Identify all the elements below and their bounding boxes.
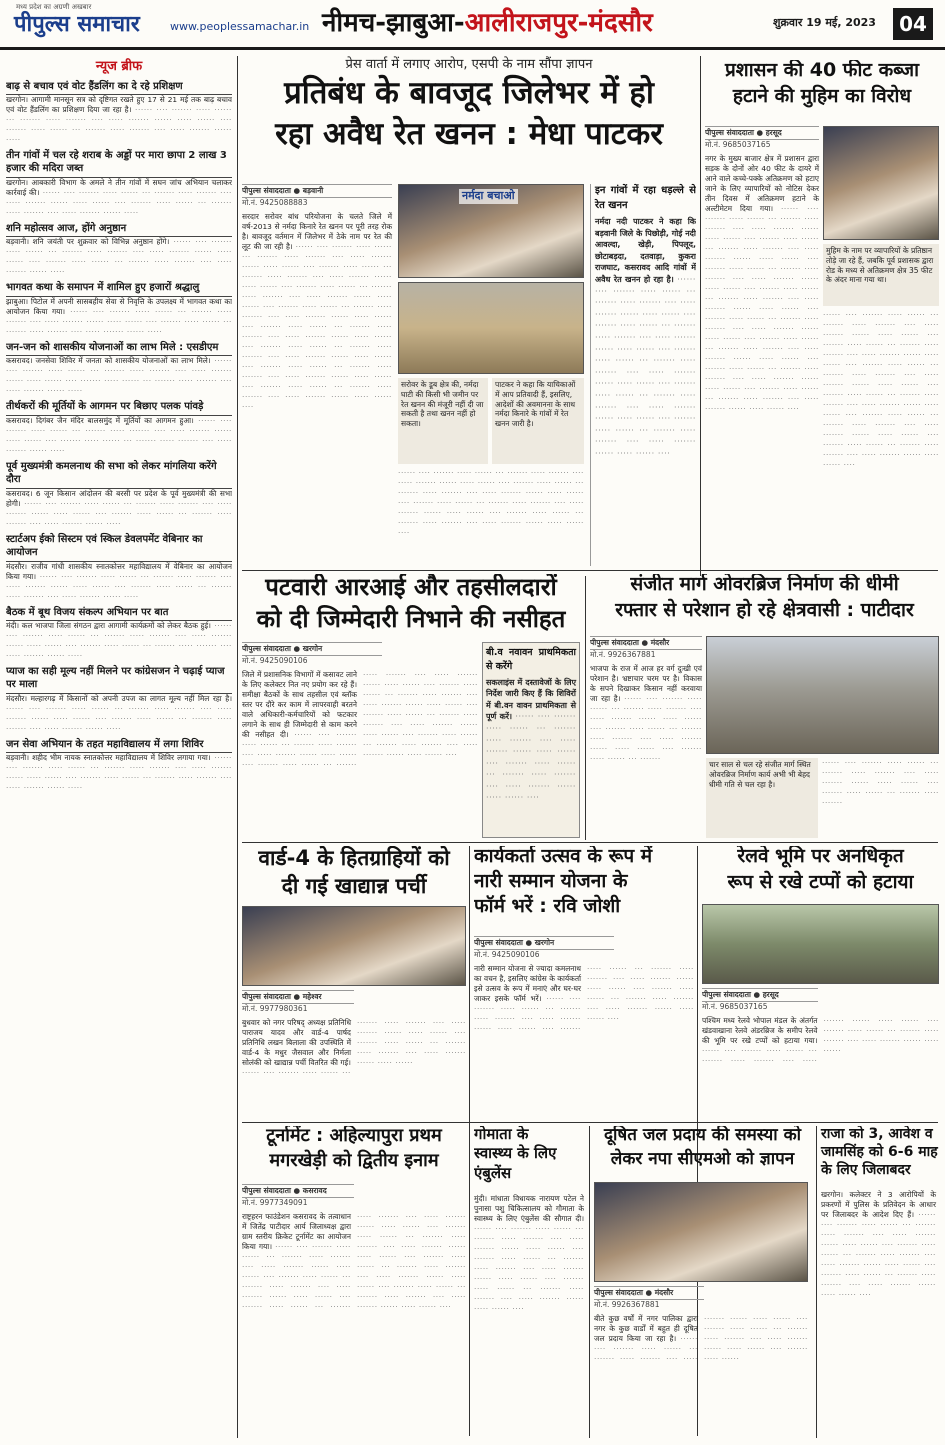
filler-text: ······ ···· ······· ····· ······ ··· ······· ····· ······· ···· ····· ······· ······ ····· ······ ···· ······· ····· ······ ··· ······· ····· ······· ···· ····· ······· ······ ····· ······ ···· ······· ····· ······ ··· ······· ····· ······· ···· ····· ······· ······ ····· ······ ···· ······· ····· ······ ··· ······· ····· ······· ···· ····· ······· ······ ····· ······ ···· ······· ····· ······ ··· ······· ····· ······· ···· ····· ······· ······ ····· ······ ···· <box>595 274 696 458</box>
story-6-body <box>702 1016 939 1118</box>
story-5-body-text: नारी सम्मान योजना से ज्यादा कमलनाथ का वचन है, इसलिए कांग्रेस के कार्यकर्ता इसे उत्सव के रूप में मनाएं और घर-घर जाकर इसके फॉर्म भरें। <box>474 964 581 1003</box>
story-3-body-text: भाजपा के राज में आज हर वर्ग दुःखी एवं परेशान है। भ्रष्टाचार चरम पर है। विकास के सपने दिखाकर किसान नहीं करवाया जा रहा है। <box>590 664 702 703</box>
story-2-body <box>242 670 478 838</box>
story-10-headline-1: दूषित जल प्रदाय की समस्या को <box>603 1126 802 1145</box>
brief-item-text: कसरावद। दिगंबर जैन मंदिर बालसमुंद में मूर्तियों का आगमन हुआ। <box>6 415 194 425</box>
brief-item-body <box>6 95 232 145</box>
filler-text: ······ ···· ······· ····· ······ ··· ······· ····· ······· ···· ····· ······· ······ ····· ······ ···· ······· ····· ······ ··· ······· ····· ······· ···· ····· ······· ······ ····· <box>6 415 232 455</box>
story-encroachment-protest <box>705 60 939 568</box>
lead-caption-1: सरोवर के डूब क्षेत्र की, नर्मदा घाटी की किसी भी जमीन पर रेत खनन की मंजूरी नहीं दी जा सकती है तथा खनन नहीं हो सकता। <box>398 378 488 464</box>
brief-item-headline: पूर्व मुख्यमंत्री कमलनाथ की सभा को लेकर मांगलिया करेंगे दौरा <box>6 460 232 489</box>
filler-text: ······ ···· ······· ····· ······ ··· ······· ····· ······· ···· ····· ······· ······ ····· ······ ···· ······· ····· ······ ··· ······· ····· ······· ···· ····· ······· ······ ····· <box>6 356 232 396</box>
filler-text: ······ ···· ······· ····· ······ ··· ······· ····· ······· ···· ····· ······· ······ ····· ······ ···· ······· ····· ······ ··· ······· ····· ······· ···· ····· ······· ······ ····· <box>6 703 232 733</box>
story-7-photo <box>823 126 939 240</box>
story-7-body-text: नगर के मुख्य बाजार क्षेत्र में प्रशासन द्वारा सड़क के दोनों ओर 40 फीट के दायरे में आने वाले कच्चे-पक्के अतिक्रमण को हटाए जाने के लिए व्यापारियों को नोटिस देकर तीन दिवस में अतिक्रमण हटाने के अल्टीमेटम दिया गया। <box>705 154 819 213</box>
brief-item-headline: जन-जन को शासकीय योजनाओं का लाभ मिले : एसडीएम <box>6 341 232 357</box>
story-2-sidebox-head: बी.व नवावन प्राथमिकता से करेंगे <box>486 647 576 672</box>
filler-text: ······ ···· ······· ····· ······ ··· ······· ····· ······· ···· ····· ······· ······ ····· ······ ···· ······· ····· ······ ··· ······· ····· ······· ···· ····· ······· ······ ····· ······ ···· ······· ····· ······ ··· ······· ····· ······· ···· ····· ······· ······ ····· ······ ···· <box>821 1209 936 1299</box>
story-2-byline: पीपुल्स संवाददाता ● खरगोन <box>242 642 382 656</box>
story-10-byline-block <box>594 1286 704 1310</box>
section-rule <box>242 570 938 571</box>
brief-item-text: कसरावद। 6 जून किसान आंदोलन की बरसी पर प्रदेश के पूर्व मुख्यमंत्री की सभा होगी। <box>6 488 232 508</box>
lead-story <box>242 56 696 568</box>
news-brief-title: न्यूज ब्रीफ <box>95 59 143 74</box>
story-3-photo-construction <box>706 636 939 754</box>
story-5-headline-2: नारी सम्मान योजना के <box>474 869 628 892</box>
story-district-exile <box>816 1126 939 1438</box>
brief-item-body <box>6 621 232 661</box>
story-8-mobile: मो.नं. 9977349091 <box>242 1198 308 1208</box>
filler-text: ······ ···· ······· ····· ······ ··· ······· ····· ······· ···· ····· ······· ······ ····· ······ ···· ······· ····· ······ ··· ······· ····· ······· <box>822 758 939 807</box>
story-9-body <box>474 1194 584 1436</box>
brief-item-text: मंदसौर। मल्हारगढ़ में किसानों को अपनी उपज का लागत मूल्य नहीं मिल रहा है। <box>6 693 232 703</box>
website-url[interactable]: www.peoplessamachar.in <box>170 20 310 33</box>
filler-text: ······ ···· ······· ····· ······ ··· ······· ····· ······· ···· ····· ······· ······ ····· ······ ···· ······· ····· ······ ··· ······· ····· ······· ···· ····· ······· ······ ····· ······ ···· ······· ····· ······ ··· ······· ····· ······· ···· ····· ······· ······ ····· ······ ···· <box>474 964 694 1033</box>
story-patwari-advice <box>242 574 580 840</box>
page-number: 04 <box>893 8 933 40</box>
filler-text: ······ ···· ······· ····· ······ ··· ······· ····· ······· ···· ····· ······· ······ ····· ······ ···· ······· ····· ······ ··· ······· ····· ······· ···· ····· ······· ······ ····· <box>6 105 232 144</box>
lead-sidebox <box>590 184 696 566</box>
logo-tagline: मध्य प्रदेश का अग्रणी अखबार <box>16 3 92 11</box>
edition-title-red: आलीराजपुर-मंदसौर <box>464 8 653 38</box>
brief-item-body <box>6 237 232 277</box>
masthead <box>0 0 945 50</box>
filler-text: ······ ···· ······· ····· ······ ··· ······· ····· ······· ···· ····· ······· ······ ····· ······ ···· ······· ····· ······ ··· ······· ····· ······· ···· ····· ······· ······ ····· ······ ···· ······· ····· ······ ··· ······· ····· ······· ···· ····· ······· ······ ····· ······ ···· ······· ····· ······ ··· ······· ····· ······· ···· ····· ······· ······ ····· ······ ···· ······· ····· ······ ··· ······· ····· ······· ···· ····· ······· ······ ····· ······ ···· ······· ····· ······ ··· ······· ····· ······· ···· ····· ······· ······ ····· ······ ···· ······· ····· ······ ··· ······· ····· ······· ···· ····· ······· ······ ····· ······ ···· ······· ····· ······ ··· ······· ····· ······· ···· ····· ······· ······ ····· ······ ···· <box>705 203 819 413</box>
lead-caption-2: पाटकर ने कहा कि याचिकाओं में आप प्रतिवादी हैं, इसलिए, आदेशों की अवमानना के साथ नर्मदा किनारे के गांवों में रेत खनन जारी है। <box>492 378 584 464</box>
story-5-byline-block <box>474 936 614 960</box>
lead-byline-block <box>242 184 392 208</box>
story-2-sidebox <box>482 642 580 838</box>
brief-item-body <box>6 356 232 396</box>
lead-headline-line-1: प्रतिबंध के बावजूद जिलेभर में हो <box>284 74 654 111</box>
brief-item-headline: जन सेवा अभियान के तहत महाविद्यालय में लगा शिविर <box>6 738 232 754</box>
filler-text: ······ ···· ······· ····· ······ ··· ······· ····· ······· ···· ····· ······· ······ ····· ······ ···· ······· ····· ······ ··· ······· ····· ······· ···· ····· ······· ······ ····· <box>6 571 232 601</box>
story-11-headline-2: जामसिंह को 6-6 माह <box>821 1144 938 1161</box>
story-6-headline-1: रेलवे भूमि पर अनधिकृत <box>737 846 904 867</box>
story-2-headline-1: पटवारी आरआई और तहसीलदारों <box>265 574 557 601</box>
edition-title-black: नीमच-झाबुआ- <box>322 8 465 38</box>
story-7-body <box>705 154 819 566</box>
lead-photo-press-conference <box>398 184 584 278</box>
story-7-byline-block <box>705 126 819 150</box>
story-9-headline-3: एंबुलेंस <box>474 1163 512 1182</box>
filler-text: ······ ···· ······· ····· ······ ··· ······· ····· ······· ···· ····· ······· ······ ····· ······ ···· ······· ····· ······ ··· ······· ····· ······· ···· ····· ······· ······ ····· ······ ···· ······· ····· ······ ··· ······· ····· ······· ···· ····· ······· ······ ····· ······ ···· ······· ····· ······ ··· ······· ····· ······· ···· ····· ······· ······ ····· ······ ···· ······· ····· ······ ··· ······· ····· ······· ···· ····· ······· ······ ····· ······ ···· ······· ····· ······ ··· ······· ····· ······· ···· ····· ······· ······ ····· ······ ···· <box>823 310 939 469</box>
lead-mobile: मो.नं. 9425088883 <box>242 198 308 208</box>
story-dirty-water <box>589 1126 811 1438</box>
brief-item-body <box>6 694 232 734</box>
brief-item-headline: शनि महोत्सव आज, होंगे अनुष्ठान <box>6 222 232 238</box>
filler-text: ······ ···· ······· ····· ······ ··· ······· ····· ······· ···· ····· ······· ······ ····· ······ ···· ······· ····· ······ ··· ······· ····· ······· ···· ····· ······· ······ ····· <box>6 187 232 217</box>
story-10-mobile: मो.नं. 9926367881 <box>594 1300 660 1310</box>
lead-kicker: प्रेस वार्ता में लगाए आरोप, एसपी के नाम सौंपा ज्ञापन <box>345 57 593 72</box>
story-7-mobile: मो.नं. 9685037165 <box>705 140 771 150</box>
story-7-caption: मुहिम के नाम पर व्यापारियों के प्रतिष्ठान तोड़े जा रहे हैं, जबकि पूर्व प्रशासक द्वारा रोड के मध्य से अतिक्रमण क्षेत्र 35 फीट के अंदर माना गया था। <box>823 244 939 306</box>
story-4-headline-2: दी गई खाद्यान्न पर्ची <box>281 874 427 899</box>
lead-byline: पीपुल्स संवाददाता ● बड़वानी <box>242 184 392 198</box>
story-11-headline-3: के लिए जिलाबदर <box>821 1162 911 1179</box>
story-7-body-col-2 <box>823 310 939 566</box>
brief-item-text: मंदसौर। राजीव गांधी शासकीय स्नातकोत्तर महाविद्यालय में वेबिनार का आयोजन किया गया। <box>6 561 232 581</box>
filler-text: ······ ···· ······· ····· ······ ··· ······· ····· ······· ···· ····· ······· ······ ····· ······ ···· ······· ····· ······ ··· ······· ····· ······· ···· ····· ······· ······ ····· ······ <box>242 1018 466 1077</box>
story-8-byline-block <box>242 1184 354 1208</box>
column-rule <box>585 576 586 840</box>
filler-text: ······ ···· ······· ····· ······ ··· ······· ····· ······· ···· ····· ······· ······ ····· ······ ···· ······· ····· ······ ··· ······· ····· ······· ···· ····· ······· ······ ····· ······ ···· ······· ····· ······ ··· ······· ····· ······· ···· ····· ······· ······ ····· ······ ···· ······· ····· ······ ··· ······· ····· ······· ···· ····· ······· ······ ····· ······ ···· <box>398 468 584 537</box>
section-rule <box>242 1122 938 1123</box>
story-tournament <box>242 1126 466 1438</box>
story-8-headline-1: टूर्नामेंट : अहिल्यापुरा प्रथम <box>266 1126 442 1146</box>
story-6-byline-block <box>702 988 818 1012</box>
brief-item-text: खरगोन। आबकारी विभाग के अमले ने तीन गांवों में सघन जांच अभियान चलाकर कार्रवाई की। <box>6 177 232 197</box>
story-10-byline: पीपुल्स संवाददाता ● मंदसौर <box>594 1286 704 1300</box>
filler-text: ······ ···· ······· ····· ······ ··· ······· ····· ······· ···· ····· ······· ······ ····· ······ ···· ······· ····· ······ ··· ······· ····· ······· ···· ····· ······· ······ ····· <box>6 498 232 528</box>
brief-item-text: कसरावद। जनसेवा शिविर में जनता को शासकीय योजनाओं का लाभ मिले। <box>6 356 211 366</box>
story-4-mobile: मो.नं. 9977980361 <box>242 1004 308 1014</box>
brief-item-headline: तीर्थकरों की मूर्तियों के आगमन पर बिछाए पलक पांवड़े <box>6 400 232 416</box>
brief-item-headline: तीन गांवों में चल रहे शराब के अड्डों पर मारा छापा 2 लाख 3 हजार की मदिरा जब्त <box>6 149 232 178</box>
story-3-byline: पीपुल्स संवाददाता ● मंदसौर <box>590 636 702 650</box>
story-6-headline-2: रूप से रखे टप्पों को हटाया <box>727 870 914 893</box>
brief-item-body <box>6 489 232 529</box>
story-10-headline-2: लेकर नपा सीएमओ को ज्ञापन <box>610 1148 795 1169</box>
story-6-byline: पीपुल्स संवाददाता ● हरसूद <box>702 988 818 1002</box>
filler-text: ······ ···· ······· ····· ······ ··· ······· ····· ······· ···· ····· ······· ······ ····· ······ ···· ······· ····· ······ ··· ······· ····· ······· ···· ····· ······· ······ ····· ······ ···· ······· ····· ······ ··· ······· <box>590 693 703 763</box>
column-rule <box>700 56 701 576</box>
filler-text: ······ ···· ······· ····· ······ ··· ······· ····· ······· ···· ····· ······· ······ ····· ······ ···· ······· ····· ······ ··· ······· ····· ······· ···· ····· ······· ······ ····· <box>6 621 232 660</box>
brief-item-text: झाबुआ। पिटोल में अपनी सासबहीय सेवा से निवृत्ति के उपलक्ष्य में भागवत कथा का आयोजन किया गया। <box>6 296 232 316</box>
story-9-headline-1: गोमाता के <box>474 1126 529 1143</box>
filler-text: ······ ···· ······· ····· ······ ··· ······· ····· ······· ···· ····· ······· ······ ····· ······ ···· ······· ····· ······ ··· ······· ····· ······· ···· ····· ······· ······ ····· <box>6 237 232 277</box>
story-5-byline: पीपुल्स संवाददाता ● खरगोन <box>474 936 614 950</box>
column-rule <box>237 56 238 1438</box>
story-9-body-text: मुंदी। मांधाता विधायक नारायण पटेल ने पुनासा पशु चिकित्सालय को गौमाता के स्वास्थ्य के लिए एंबुलेंस की सौगात दी। <box>474 1194 584 1223</box>
story-2-mobile: मो.नं. 9425090106 <box>242 656 308 666</box>
story-5-headline-1: कार्यकर्ता उत्सव के रूप में <box>474 846 653 867</box>
lead-photo-banner: नर्मदा बचाओ <box>459 189 518 204</box>
issue-date: शुक्रवार 19 मई, 2023 <box>773 16 876 29</box>
story-2-byline-block <box>242 642 382 666</box>
story-2-body-text: जिले में प्रशासनिक विभागों में कसावट लाने के लिए कलेक्टर नित नए प्रयोग कर रहे हैं। समीक्षा बैठकों के साथ तहसील एवं ब्लॉक स्तर पर दौरे कर काम में लापरवाही बरतने वाले अधिकारी-कर्मचारियों को फटकार लगाने के साथ ही जिम्मेदारी से काम करने की नसीहत दी। <box>242 670 357 739</box>
filler-text: ······ ···· ······· ····· ······ ··· ······· ····· ······· ···· ····· ······· ······ ····· ······ ···· ······· ····· ······ ··· ······· ····· ······· ···· ····· ······· ······ ····· <box>6 753 232 793</box>
brief-item-headline: बाढ़ से बचाव एवं वोट हैंडलिंग का दे रहे प्रशिक्षण <box>6 80 232 96</box>
story-8-body <box>242 1212 466 1436</box>
brief-item-text: बड़वानी। शहीद भीम नायक स्नातकोत्तर महाविद्यालय में शिविर लगाया गया। <box>6 753 211 763</box>
lead-sidebox-head: इन गांवों में रहा धड़ल्ले से रेत खनन <box>595 185 696 211</box>
story-4-byline-block <box>242 990 354 1014</box>
filler-text: ······ ···· ······· ····· ······ ··· ······· ····· ······· ···· ····· ······· ······ ····· ······ ···· ······· ····· ······ ··· ······· ····· ······· ···· ····· ······· ······ ····· ······ ···· ······· ····· ······ ··· ······· ····· ······· ···· ····· ······· ······ ····· ······ ···· ······· ····· ······ ··· ······· ····· ······· ···· ····· ······· ······ ····· ······ ···· ······· ····· ······ ··· ······· ····· ······· ···· ····· ······· ······ ····· ······ ···· ······· ····· ······ ··· ······· ····· ······· ···· ····· ······· ······ ····· ······ ···· ······· ····· ······ ··· ······· ····· ······· ···· ····· ······· ······ ····· ······ ···· ······· ····· ······ ··· ······· ····· ······· ···· ····· ······· ······ ····· ······ ···· <box>242 241 392 411</box>
section-rule <box>242 842 938 843</box>
news-brief-column <box>6 58 232 1438</box>
story-4-body-text: बुधवार को नगर परिषद् अध्यक्ष प्रतिनिधि पाराजय यादव और वार्ड-4 पार्षद प्रतिनिधि लखन बिलाला की उपस्थिति में वार्ड-4 के मधुर जैसवाल और निर्मला सोलंकी को खाद्यान्न पर्ची वितरित की गई। <box>242 1018 351 1067</box>
brief-item-text: मंदी। कल भाजपा जिला संगठन द्वारा आगामी कार्यक्रमों को लेकर बैठक हुई। <box>6 621 211 631</box>
story-2-sidebox-text: सकलाइंस में दस्तावेजों के लिए निर्देश जारी किए हैं कि शिविरों में बी.वन वावन प्राथमिकता से पूर्ण करें। <box>486 677 576 722</box>
story-10-photo <box>594 1182 808 1282</box>
news-brief-list <box>6 80 232 794</box>
lead-sidebox-text: नर्मदा नदी पाटकर ने कहा कि बड़वानी जिले के पिछोड़ी, गोई नदी आवल्दा, खेड़ी, पिपलूद, छोटाबड़दा, दतवाड़ा, कुकरा राजघाट, कसरावद आदि गांवों में अवैध रेत खनन हो रहा है। <box>595 217 696 284</box>
story-ration-slip <box>242 846 466 1120</box>
filler-text: ······ ···· ······· ····· ······ ··· ······· ····· ······· ···· ····· ······· ······ ····· ······ ···· ······· ····· ······ ··· ······· ····· ······· ···· ····· ······· ······ ····· ······ ···· ······· ····· ······ <box>594 1314 808 1363</box>
lead-body-col-2 <box>398 468 584 566</box>
story-4-byline: पीपुल्स संवाददाता ● महेश्वर <box>242 990 354 1004</box>
story-3-mobile: मो.नं. 9926367881 <box>590 650 656 660</box>
story-nari-samman <box>474 846 694 1120</box>
brief-item-body <box>6 416 232 456</box>
brief-item-body <box>6 297 232 337</box>
story-11-headline-1: राजा को 3, आवेश व <box>821 1126 933 1142</box>
story-11-body-text: खरगोन। कलेक्टर ने 3 आरोपियों के प्रकरणों में पुलिस के प्रतिवेदन के आधार पर जिलाबदर के आदेश दिए हैं। <box>821 1190 936 1219</box>
story-3-headline-2: रफ्तार से परेशान हो रहे क्षेत्रवासी : पाटीदार <box>615 598 914 621</box>
brief-item-headline: स्टार्टअप ईको सिस्टम एवं स्किल डेवलपमेंट वेबिनार का आयोजन <box>6 533 232 562</box>
story-5-mobile: मो.नं. 9425090106 <box>474 950 540 960</box>
story-3-byline-block <box>590 636 702 660</box>
story-3-body <box>590 664 702 838</box>
lead-photo-sand-mining <box>398 282 584 374</box>
column-rule <box>469 846 470 1436</box>
brief-item-text: खरगोन। आगामी मानसून सत्र को दृष्टिगत रखते हुए 17 से 21 मई तक बाढ़ बचाव एवं वोट हैंडलिंग का प्रशिक्षण दिया जा रहा है। <box>6 95 232 115</box>
story-4-headline-1: वार्ड-4 के हितग्राहियों को <box>258 846 450 870</box>
filler-text: ······ ···· ······· ····· ······ ··· ······· ····· ······· ···· ····· ······· ······ ····· ······ ···· ······· ····· ······ ··· ······· ····· ······· ···· ····· ······· ······ ····· ······ ···· ······· ····· ······ ··· ······· ····· ······· ···· ····· ······· ······ ····· ······ ···· ······· ····· ······ ··· ······· ····· ······· ···· ····· ······· ······ ····· ······ ···· ······· ····· ······ ··· ······· ····· ······· ···· ····· ······· ······ ····· ······ ···· ······· ····· ······ ··· ······· ····· ······· ···· ····· ······· ······ ····· ······ ···· <box>242 1212 466 1311</box>
newspaper-logo: पीपुल्स समाचार <box>14 11 140 37</box>
story-10-body-text: बीते कुछ वर्षों में नगर पालिका द्वारा नगर के कुछ वार्डों में बहुत ही दूषित जल प्रदाय किया जा रहा है। <box>594 1314 698 1343</box>
lead-body-col-1 <box>242 212 392 566</box>
lead-body-text: सरदार सरोवर बांध परियोजना के चलते जिले में वर्ष-2013 से नर्मदा किनारे रेत खनन पर पूरी तरह रोक है। बावजूद वर्तमान में जिलेभर में ठेके नाम पर रेत की लूट की जा रही है। <box>242 212 392 251</box>
story-5-body <box>474 964 694 1118</box>
filler-text: ······ ···· ······· ····· ······ ··· ······· ····· ······· ···· ····· ······· ······ ····· ······ ···· ······· ····· ······ ··· ······· ····· ······· ···· ····· ······· ······ ····· ······ ···· ······· ····· ······ ··· ······· ····· ······· ···· ····· ······· ······ ····· ······ ···· <box>474 1223 584 1313</box>
edition-title <box>322 6 653 41</box>
story-cow-ambulance <box>474 1126 584 1438</box>
brief-item-headline: प्याज का सही मूल्य नहीं मिलने पर कांग्रेसजन ने चढ़ाई प्याज पर माला <box>6 665 232 694</box>
story-3-body-col-2 <box>822 758 939 838</box>
brief-item-headline: बैठक में बूथ विजय संकल्प अभियान पर बात <box>6 606 232 622</box>
filler-text: ······ ···· ······· ····· ······ ··· ······· ····· ······· ···· ····· ······· ······ ····· ······ ···· ······· ····· ······ ··· ······· ····· ······· ···· ····· ······· ······ ····· <box>6 306 232 336</box>
story-8-headline-2: मगरखेड़ी को द्वितीय इनाम <box>269 1149 439 1171</box>
story-7-headline-1: प्रशासन की 40 फीट कब्जा <box>724 60 920 81</box>
story-4-body <box>242 1018 466 1118</box>
story-7-headline-2: हटाने की मुहिम का विरोध <box>732 84 912 107</box>
story-railway-land <box>702 846 939 1120</box>
story-10-body <box>594 1314 808 1436</box>
brief-item-body <box>6 753 232 793</box>
brief-item-text: बड़वानी। शनि जयंती पर शुक्रवार को विभिन्न अनुष्ठान होंगे। <box>6 237 170 247</box>
filler-text: ······ ···· ······· ····· ······ ··· ······· ····· ······· ···· ····· ······· ······ ····· ······ ···· ······· ····· ······ ··· ······· ····· ······· ···· ····· ······· ······ ····· ······ ···· <box>486 712 576 803</box>
story-4-photo <box>242 906 466 986</box>
brief-item-body <box>6 178 232 218</box>
story-6-mobile: मो.नं. 9685037165 <box>702 1002 768 1012</box>
brief-item-body <box>6 562 232 602</box>
story-3-caption: चार साल से चल रहे संजीत मार्ग स्थित ओवरब्रिज निर्माण कार्य अभी भी बेहद धीमी गति से चल रहा है। <box>706 758 818 838</box>
story-8-body-text: राष्ट्रहरन फाउंडेशन कसरावद के तत्वाधान में जितेंद्र पाटीदार आर्य जिलाध्यक्ष द्वारा ग्राम स्तरीय क्रिकेट टूर्नामेंट का आयोजन किया गया। <box>242 1212 351 1251</box>
brief-item-headline: भागवत कथा के समापन में शामिल हुए हजारों श्रद्धालु <box>6 281 232 297</box>
story-8-byline: पीपुल्स संवाददाता ● कसरावद <box>242 1184 354 1198</box>
filler-text: ······ ···· ······· ····· ······ ··· ······· ····· ······· ···· ····· ······· ······ ····· ······ ···· ······· ····· ······ ··· ······· ····· ······· ···· ····· ······· ······ ····· ······ ···· ······· ····· ······ ··· ······· ····· ······· ···· ····· ······· ······ ····· ······ ···· ······· ····· ······ ··· ······· ····· ······· ···· ····· ······· ······ ····· ······ ···· ······· ····· ······ ··· ······· ····· ······· ···· ····· ······· ······ ····· ······ ···· <box>242 670 478 769</box>
story-9-headline-2: स्वास्थ्य के लिए <box>474 1144 557 1163</box>
story-6-photo <box>702 904 939 984</box>
story-11-body <box>821 1190 936 1436</box>
story-2-headline-2: को दी जिम्मेदारी निभाने की नसीहत <box>256 604 566 633</box>
story-3-headline-1: संजीत मार्ग ओवरब्रिज निर्माण की धीमी <box>630 574 899 595</box>
story-overbridge <box>590 574 939 840</box>
story-5-headline-3: फॉर्म भरें : रवि जोशी <box>474 894 621 917</box>
filler-text: ······ ···· ······· ····· ······ ··· ······· ····· ······· ···· ····· ······· ······ ····· ······ ···· ······· ····· ······ ··· ······· ····· ······· ···· ····· ······· ······ ····· ······ <box>702 1016 939 1065</box>
lead-headline-line-2: रहा अवैध रेत खनन : मेधा पाटकर <box>275 116 663 153</box>
story-6-body-text: पश्चिम मध्य रेलवे भोपाल मंडल के अंतर्गत खंडवाखाना रेलवे अंडरब्रिज के समीप रेलवे की भूमि पर रखे टप्पों को हटाया गया। <box>702 1016 818 1045</box>
story-7-byline: पीपुल्स संवाददाता ● हरसूद <box>705 126 819 140</box>
